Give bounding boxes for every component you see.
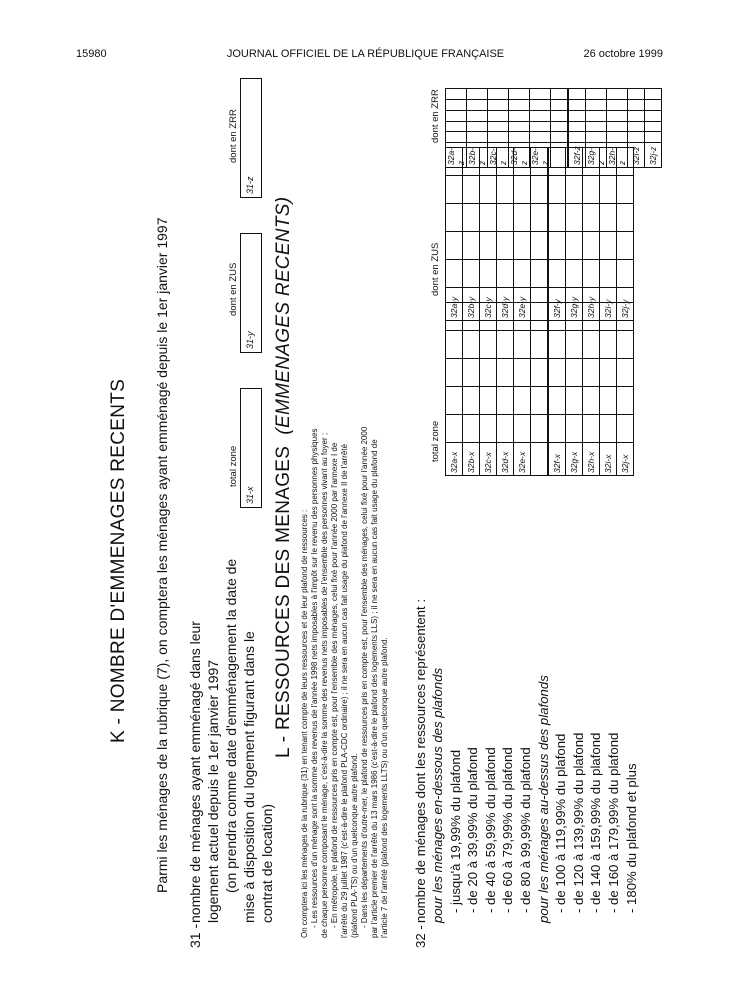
q31-zrr-code: 31-z bbox=[245, 176, 255, 194]
grid-digit-cell[interactable] bbox=[617, 204, 634, 232]
q31-line: mise à disposition du logement figurant dans le bbox=[241, 631, 257, 923]
grid-digit-cell[interactable] bbox=[548, 415, 566, 443]
grid-digit-cell[interactable] bbox=[568, 121, 586, 132]
grid-row bbox=[531, 148, 549, 321]
grid-digit-cell[interactable] bbox=[467, 132, 488, 143]
rotated-form-page bbox=[95, 88, 731, 948]
grid-code-cell: 32e-z bbox=[530, 143, 551, 168]
grid-digit-cell[interactable] bbox=[600, 232, 617, 260]
q32-title: nombre de ménages dont les ressources représentent : bbox=[413, 598, 428, 923]
grid-digit-cell[interactable] bbox=[628, 110, 645, 121]
grid-digit-cell[interactable] bbox=[568, 99, 586, 110]
grid-digit-cell[interactable] bbox=[497, 204, 514, 232]
q32-row-label: - 180% du plafond et plus bbox=[623, 763, 639, 913]
q31-col-zrr: dont en ZRR bbox=[228, 109, 239, 163]
grid-code-cell: 32e-y bbox=[514, 288, 531, 321]
grid-digit-cell[interactable] bbox=[488, 110, 509, 121]
grid-code-cell: 32b-y bbox=[463, 288, 480, 321]
section-l-title bbox=[273, 197, 295, 758]
grid-digit-cell[interactable] bbox=[497, 232, 514, 260]
grid-digit-cell[interactable] bbox=[566, 204, 583, 232]
grid-digit-cell[interactable] bbox=[600, 260, 617, 288]
grid-digit-cell[interactable] bbox=[586, 121, 607, 132]
grid-digit-cell[interactable] bbox=[446, 359, 463, 387]
grid-digit-cell[interactable] bbox=[586, 99, 607, 110]
grid-digit-cell[interactable] bbox=[514, 204, 531, 232]
grid-code-cell: 32e-x bbox=[514, 443, 531, 476]
grid-empty-cell bbox=[531, 387, 549, 415]
grid-row bbox=[446, 303, 463, 476]
grid-digit-cell[interactable] bbox=[530, 132, 551, 143]
grid-digit-cell[interactable] bbox=[488, 121, 509, 132]
grid-row bbox=[607, 89, 628, 168]
grid-empty-cell bbox=[531, 260, 549, 288]
note-line: de chaque personne composant le ménage, c'est-à-dire la somme des revenus nets imposables de l'ensemble des personnes vivant au foyer ; bbox=[320, 432, 329, 938]
grid-digit-cell[interactable] bbox=[488, 89, 509, 100]
q31-col-zus: dont en ZUS bbox=[228, 262, 239, 316]
section-k-intro: Parmi les ménages de la rubrique (7), on comptera les ménages ayant emménagé depuis le 1er janvier 1997 bbox=[154, 217, 170, 893]
grid-digit-cell[interactable] bbox=[514, 387, 531, 415]
grid-code-cell: 32h-z bbox=[607, 143, 628, 168]
q31-line: contrat de location) bbox=[259, 803, 275, 923]
grid-row bbox=[480, 303, 497, 476]
q32-subheading-under: pour les ménages en-dessous des plafonds bbox=[430, 667, 445, 923]
q31-line: nombre de ménages ayant emménagé dans leur bbox=[187, 621, 203, 923]
q31-line: (on prendra comme date d'emménagement la date de bbox=[223, 558, 239, 893]
grid-digit-cell[interactable] bbox=[463, 359, 480, 387]
grid-digit-cell[interactable] bbox=[607, 132, 628, 143]
q31-total-code: 31-x bbox=[245, 486, 255, 504]
q32-col-zrr: dont en ZRR bbox=[430, 89, 441, 143]
grid-row bbox=[617, 148, 634, 321]
q32-row-label: - de 120 à 139,99% du plafond bbox=[570, 732, 586, 913]
grid-digit-cell[interactable] bbox=[446, 176, 463, 204]
grid-digit-cell[interactable] bbox=[586, 132, 607, 143]
q32-number: 32 - bbox=[413, 925, 428, 948]
grid-row bbox=[531, 303, 549, 476]
grid-digit-cell[interactable] bbox=[617, 260, 634, 288]
q32-col-total: total zone bbox=[430, 420, 441, 462]
grid-digit-cell[interactable] bbox=[617, 387, 634, 415]
q32-row-labels bbox=[429, 668, 640, 923]
q32-row-label: - de 60 à 79,99% du plafond bbox=[500, 747, 516, 913]
grid-digit-cell[interactable] bbox=[497, 359, 514, 387]
grid-digit-cell[interactable] bbox=[548, 204, 566, 232]
section-l-title-paren: (EMMENAGES RECENTS) bbox=[273, 196, 294, 435]
issue-date: 26 octobre 1999 bbox=[583, 48, 663, 60]
grid-empty-cell bbox=[551, 121, 569, 132]
grid-digit-cell[interactable] bbox=[583, 260, 600, 288]
grid-digit-cell[interactable] bbox=[583, 359, 600, 387]
grid-digit-cell[interactable] bbox=[548, 260, 566, 288]
note-line: - Dans les départements d'outre-mer, le plafond de ressources pris en compte est, pour l'ensemble des ménages, celui fixé pour l'année 2000 bbox=[360, 426, 369, 928]
grid-row bbox=[566, 303, 583, 476]
grid-empty-cell bbox=[531, 176, 549, 204]
q32-row-label: - de 20 à 39,99% du plafond bbox=[465, 747, 481, 913]
grid-empty-cell bbox=[551, 99, 569, 110]
grid-digit-cell[interactable] bbox=[583, 176, 600, 204]
grid-digit-cell[interactable] bbox=[463, 232, 480, 260]
grid-code-cell: 32j-x bbox=[617, 443, 634, 476]
grid-digit-cell[interactable] bbox=[480, 331, 497, 359]
grid-row bbox=[446, 148, 463, 321]
grid-digit-cell[interactable] bbox=[509, 99, 530, 110]
grid-digit-cell[interactable] bbox=[488, 99, 509, 110]
grid-digit-cell[interactable] bbox=[617, 331, 634, 359]
grid-code-cell: 32d-x bbox=[497, 443, 514, 476]
grid-row bbox=[551, 89, 569, 168]
q32-grid-total bbox=[445, 302, 634, 476]
grid-digit-cell[interactable] bbox=[446, 232, 463, 260]
grid-digit-cell[interactable] bbox=[628, 132, 645, 143]
grid-digit-cell[interactable] bbox=[509, 132, 530, 143]
grid-code-cell: 32c-x bbox=[480, 443, 497, 476]
grid-code-cell: 32d-y bbox=[497, 288, 514, 321]
q31-zus-field[interactable] bbox=[240, 233, 262, 353]
grid-digit-cell[interactable] bbox=[446, 99, 467, 110]
grid-code-cell: 32a-y bbox=[446, 288, 463, 321]
grid-digit-cell[interactable] bbox=[645, 99, 662, 110]
grid-digit-cell[interactable] bbox=[617, 415, 634, 443]
grid-digit-cell[interactable] bbox=[463, 387, 480, 415]
grid-empty-cell bbox=[551, 132, 569, 143]
grid-digit-cell[interactable] bbox=[568, 110, 586, 121]
grid-digit-cell[interactable] bbox=[446, 415, 463, 443]
note-line: l'article 7 de l'arrêté (plafond des logements LLTS) ou d'un quelconque autre plafond. bbox=[380, 637, 389, 938]
grid-digit-cell[interactable] bbox=[446, 204, 463, 232]
grid-digit-cell[interactable] bbox=[645, 89, 662, 100]
grid-row bbox=[446, 89, 467, 168]
grid-row bbox=[509, 89, 530, 168]
note-line: On comptera ici les ménages de la rubrique (31) en tenant compte de leurs ressources et de leur plafond de ressources : bbox=[300, 509, 309, 938]
grid-code-cell: 32b-z bbox=[467, 143, 488, 168]
grid-row bbox=[480, 148, 497, 321]
grid-digit-cell[interactable] bbox=[566, 331, 583, 359]
note-line: par l'article premier de l'arrêté du 13 mars 1986 (c'est-à-dire le plafond des logements LLS) ; il ne sera en aucun cas fait usage du plafond de bbox=[370, 439, 379, 938]
grid-digit-cell[interactable] bbox=[446, 260, 463, 288]
grid-digit-cell[interactable] bbox=[463, 204, 480, 232]
grid-row bbox=[600, 303, 617, 476]
grid-digit-cell[interactable] bbox=[600, 331, 617, 359]
grid-empty-cell bbox=[531, 288, 549, 321]
grid-digit-cell[interactable] bbox=[480, 176, 497, 204]
grid-digit-cell[interactable] bbox=[628, 89, 645, 100]
grid-digit-cell[interactable] bbox=[586, 89, 607, 100]
grid-digit-cell[interactable] bbox=[600, 359, 617, 387]
grid-digit-cell[interactable] bbox=[446, 89, 467, 100]
grid-code-cell: 32j-y bbox=[617, 288, 634, 321]
grid-empty-cell bbox=[551, 143, 569, 168]
grid-digit-cell[interactable] bbox=[617, 176, 634, 204]
grid-row bbox=[568, 89, 586, 168]
grid-row bbox=[548, 303, 566, 476]
grid-code-cell: 32h-y bbox=[583, 288, 600, 321]
grid-digit-cell[interactable] bbox=[617, 232, 634, 260]
q32-row-label: - jusqu'à 19,99% du plafond bbox=[447, 749, 463, 913]
grid-digit-cell[interactable] bbox=[645, 121, 662, 132]
grid-digit-cell[interactable] bbox=[480, 204, 497, 232]
grid-digit-cell[interactable] bbox=[509, 110, 530, 121]
section-k-title: K - NOMBRE D'EMMENAGES RECENTS bbox=[108, 378, 129, 743]
grid-digit-cell[interactable] bbox=[497, 387, 514, 415]
grid-digit-cell[interactable] bbox=[530, 110, 551, 121]
section-l-notes bbox=[300, 318, 390, 938]
grid-digit-cell[interactable] bbox=[514, 176, 531, 204]
grid-code-cell: 32i-z bbox=[628, 143, 645, 168]
grid-code-cell: 32c-y bbox=[480, 288, 497, 321]
grid-digit-cell[interactable] bbox=[446, 110, 467, 121]
grid-digit-cell[interactable] bbox=[600, 204, 617, 232]
grid-code-cell: 32i-x bbox=[600, 443, 617, 476]
grid-digit-cell[interactable] bbox=[497, 415, 514, 443]
grid-digit-cell[interactable] bbox=[568, 89, 586, 100]
grid-row bbox=[617, 303, 634, 476]
grid-digit-cell[interactable] bbox=[530, 121, 551, 132]
q32-row-label: - de 160 à 179,99% du plafond bbox=[605, 732, 621, 913]
grid-digit-cell[interactable] bbox=[607, 121, 628, 132]
grid-code-cell: 32f-y bbox=[548, 288, 566, 321]
grid-row bbox=[583, 303, 600, 476]
grid-digit-cell[interactable] bbox=[600, 415, 617, 443]
grid-digit-cell[interactable] bbox=[566, 260, 583, 288]
grid-digit-cell[interactable] bbox=[566, 359, 583, 387]
grid-code-cell: 32c-z bbox=[488, 143, 509, 168]
grid-digit-cell[interactable] bbox=[607, 99, 628, 110]
q31-zrr-field[interactable] bbox=[240, 78, 262, 198]
grid-row bbox=[530, 89, 551, 168]
grid-digit-cell[interactable] bbox=[548, 359, 566, 387]
grid-row bbox=[488, 89, 509, 168]
grid-digit-cell[interactable] bbox=[600, 387, 617, 415]
grid-digit-cell[interactable] bbox=[583, 232, 600, 260]
grid-empty-cell bbox=[551, 110, 569, 121]
grid-digit-cell[interactable] bbox=[497, 176, 514, 204]
grid-digit-cell[interactable] bbox=[548, 387, 566, 415]
grid-digit-cell[interactable] bbox=[446, 132, 467, 143]
grid-code-cell: 32d-z bbox=[509, 143, 530, 168]
grid-digit-cell[interactable] bbox=[467, 89, 488, 100]
grid-digit-cell[interactable] bbox=[509, 121, 530, 132]
grid-digit-cell[interactable] bbox=[463, 176, 480, 204]
grid-digit-cell[interactable] bbox=[467, 110, 488, 121]
grid-digit-cell[interactable] bbox=[645, 110, 662, 121]
grid-empty-cell bbox=[531, 359, 549, 387]
grid-digit-cell[interactable] bbox=[514, 260, 531, 288]
note-line: - Les ressources d'un ménage sont la somme des revenus de l'année 1998 nets imposables à l'impôt sur le revenu des personnes physiques bbox=[310, 428, 319, 928]
note-line: (plafond PLA-TS) ou d'un quelconque autre plafond. bbox=[350, 753, 359, 938]
grid-empty-cell bbox=[531, 232, 549, 260]
q31-col-total: total zone bbox=[228, 445, 239, 487]
grid-digit-cell[interactable] bbox=[467, 99, 488, 110]
grid-code-cell: 32j-z bbox=[645, 143, 662, 168]
grid-digit-cell[interactable] bbox=[607, 89, 628, 100]
grid-digit-cell[interactable] bbox=[467, 121, 488, 132]
grid-empty-cell bbox=[531, 331, 549, 359]
q31-text bbox=[186, 503, 276, 923]
grid-code-cell: 32f-x bbox=[548, 443, 566, 476]
grid-row bbox=[583, 148, 600, 321]
grid-code-cell: 32h-x bbox=[583, 443, 600, 476]
q32-row-label: - de 80 à 99,99% du plafond bbox=[517, 747, 533, 913]
grid-digit-cell[interactable] bbox=[548, 232, 566, 260]
grid-digit-cell[interactable] bbox=[463, 260, 480, 288]
grid-digit-cell[interactable] bbox=[480, 415, 497, 443]
q32-grid-zus bbox=[445, 147, 634, 321]
grid-code-cell: 32a-x bbox=[446, 443, 463, 476]
grid-digit-cell[interactable] bbox=[463, 331, 480, 359]
grid-digit-cell[interactable] bbox=[480, 359, 497, 387]
grid-row bbox=[566, 148, 583, 321]
grid-digit-cell[interactable] bbox=[514, 359, 531, 387]
grid-digit-cell[interactable] bbox=[488, 132, 509, 143]
grid-digit-cell[interactable] bbox=[480, 260, 497, 288]
journal-title: JOURNAL OFFICIEL DE LA RÉPUBLIQUE FRANÇAISE bbox=[226, 48, 505, 60]
grid-digit-cell[interactable] bbox=[583, 415, 600, 443]
grid-empty-cell bbox=[531, 443, 549, 476]
grid-code-cell: 32i-y bbox=[600, 288, 617, 321]
q31-number: 31 - bbox=[187, 923, 203, 948]
grid-digit-cell[interactable] bbox=[446, 121, 467, 132]
grid-row bbox=[463, 303, 480, 476]
note-line: l'arrêté du 29 juillet 1987 (c'est-à-dire le plafond PLA-CDC ordinaire) ; il ne sera en aucun cas fait usage du plafond de l'annexe II de l'arrêté bbox=[340, 444, 349, 938]
grid-row bbox=[514, 303, 531, 476]
grid-digit-cell[interactable] bbox=[628, 121, 645, 132]
grid-digit-cell[interactable] bbox=[566, 232, 583, 260]
grid-empty-cell bbox=[531, 204, 549, 232]
grid-digit-cell[interactable] bbox=[480, 232, 497, 260]
section-l-title-main: L - RESSOURCES DES MENAGES bbox=[273, 445, 294, 758]
grid-row bbox=[548, 148, 566, 321]
grid-digit-cell[interactable] bbox=[514, 232, 531, 260]
grid-row bbox=[586, 89, 607, 168]
q32-grid-zrr bbox=[445, 88, 662, 168]
grid-code-cell: 32g-x bbox=[566, 443, 583, 476]
grid-digit-cell[interactable] bbox=[586, 110, 607, 121]
grid-digit-cell[interactable] bbox=[463, 415, 480, 443]
grid-digit-cell[interactable] bbox=[548, 331, 566, 359]
grid-row bbox=[645, 89, 662, 168]
grid-row bbox=[514, 148, 531, 321]
grid-digit-cell[interactable] bbox=[607, 110, 628, 121]
grid-code-cell: 32g-z bbox=[586, 143, 607, 168]
grid-digit-cell[interactable] bbox=[566, 415, 583, 443]
grid-empty-cell bbox=[531, 415, 549, 443]
grid-digit-cell[interactable] bbox=[530, 89, 551, 100]
grid-digit-cell[interactable] bbox=[509, 89, 530, 100]
grid-digit-cell[interactable] bbox=[628, 99, 645, 110]
grid-digit-cell[interactable] bbox=[480, 387, 497, 415]
q32-row-label: - de 100 à 119,99% du plafond bbox=[553, 733, 569, 913]
q32-col-zus: dont en ZUS bbox=[430, 242, 441, 296]
grid-digit-cell[interactable] bbox=[645, 132, 662, 143]
grid-digit-cell[interactable] bbox=[446, 387, 463, 415]
grid-digit-cell[interactable] bbox=[446, 331, 463, 359]
grid-row bbox=[628, 89, 645, 168]
grid-digit-cell[interactable] bbox=[514, 415, 531, 443]
grid-digit-cell[interactable] bbox=[617, 359, 634, 387]
grid-digit-cell[interactable] bbox=[548, 176, 566, 204]
q31-zus-code: 31-y bbox=[245, 331, 255, 349]
grid-row bbox=[600, 148, 617, 321]
grid-row bbox=[497, 303, 514, 476]
q32-subheading-over: pour les ménages au-dessus des plafonds bbox=[535, 675, 551, 923]
grid-digit-cell[interactable] bbox=[583, 204, 600, 232]
grid-row bbox=[467, 89, 488, 168]
grid-code-cell: 32a-z bbox=[446, 143, 467, 168]
q31-line: logement actuel depuis le 1er janvier 1997 bbox=[205, 659, 221, 923]
grid-digit-cell[interactable] bbox=[583, 331, 600, 359]
grid-digit-cell[interactable] bbox=[566, 176, 583, 204]
q32-row-label: - de 40 à 59,99% du plafond bbox=[482, 747, 498, 913]
grid-digit-cell[interactable] bbox=[514, 331, 531, 359]
grid-code-cell: 32f-z bbox=[568, 143, 586, 168]
q32-row-label: - de 140 à 159,99% du plafond bbox=[588, 732, 604, 913]
grid-digit-cell[interactable] bbox=[497, 331, 514, 359]
grid-digit-cell[interactable] bbox=[583, 387, 600, 415]
grid-digit-cell[interactable] bbox=[566, 387, 583, 415]
q31-total-field[interactable] bbox=[240, 388, 262, 508]
note-line: - En métropole, le plafond de ressources pris en compte est, pour l'ensemble des ménages, celui fixé pour l'année 2000 par l'annexe I de bbox=[330, 442, 339, 928]
grid-code-cell: 32g-y bbox=[566, 288, 583, 321]
grid-row bbox=[497, 148, 514, 321]
grid-code-cell: 32b-x bbox=[463, 443, 480, 476]
grid-digit-cell[interactable] bbox=[600, 176, 617, 204]
page-number: 15980 bbox=[76, 48, 107, 60]
grid-digit-cell[interactable] bbox=[530, 99, 551, 110]
grid-empty-cell bbox=[551, 89, 569, 100]
grid-digit-cell[interactable] bbox=[568, 132, 586, 143]
grid-digit-cell[interactable] bbox=[497, 260, 514, 288]
grid-row bbox=[463, 148, 480, 321]
